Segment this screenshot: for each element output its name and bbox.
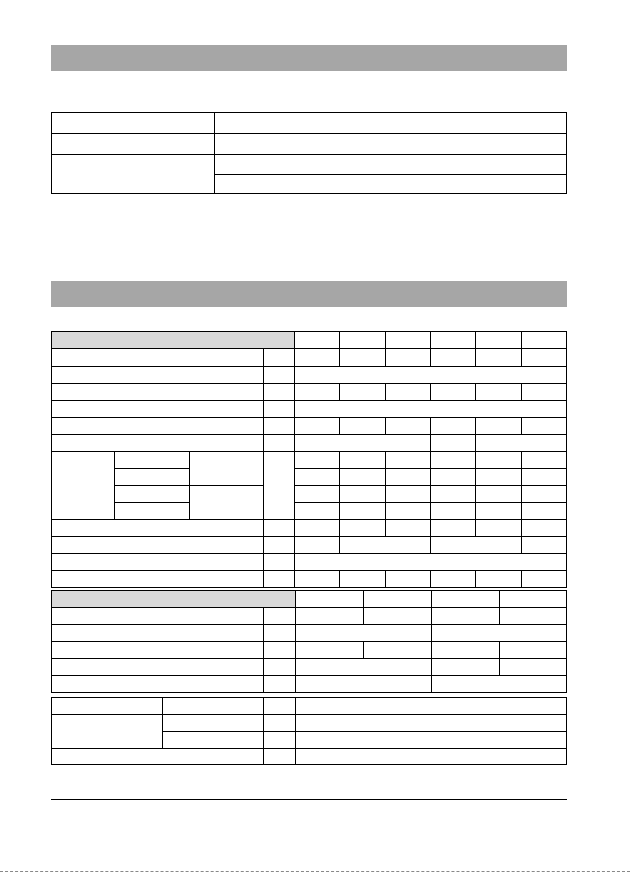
table-2 bbox=[52, 332, 567, 588]
page-edge-dotted-line bbox=[0, 871, 630, 872]
table-1 bbox=[52, 113, 567, 194]
table-4 bbox=[52, 698, 567, 765]
footer-rule bbox=[51, 799, 567, 800]
table-3 bbox=[52, 591, 567, 693]
